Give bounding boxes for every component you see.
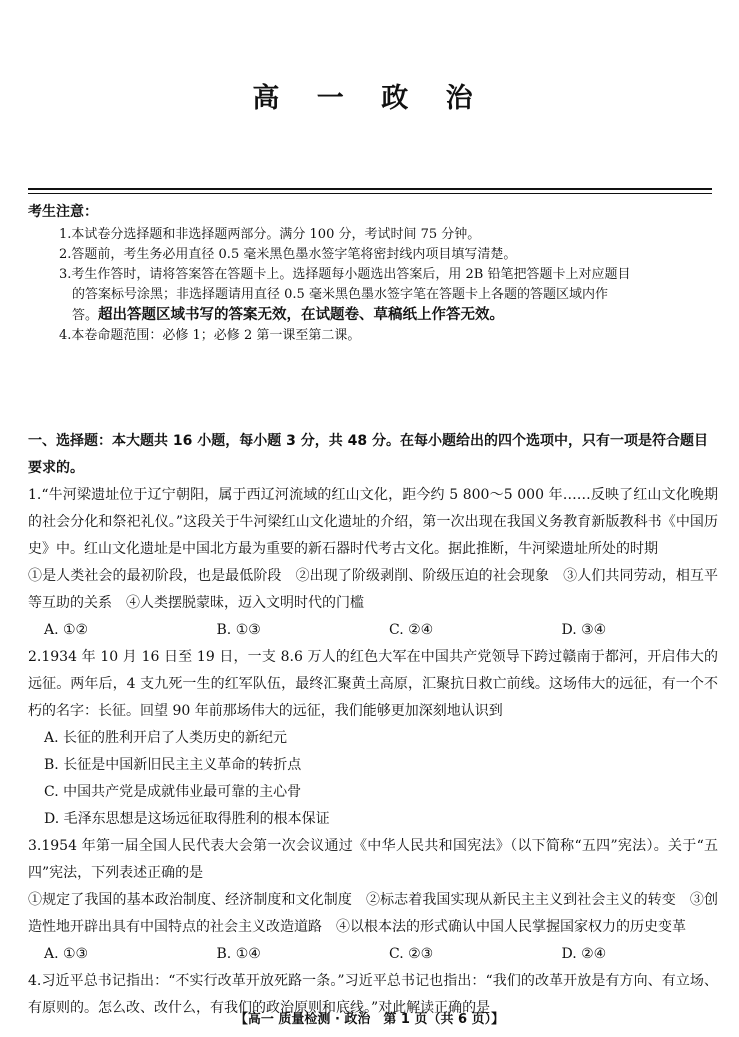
question-2	[28, 644, 718, 833]
question-stem: 2.1934 年 10 月 16 日至 19 日，一支 8.6 万人的红色大军在中国共产党领导下跨过赣南于都河，开启伟大的远征。两年后，4 支九死一生的红军队伍，最终汇聚黄土高原，汇聚抗日救亡前线。这场伟大的远征，有一个不朽的名字：长征。回望 90 年前那场伟大的远征，我们能够更加深刻地认识到	[28, 649, 718, 719]
option-c: C. ②③	[389, 946, 434, 962]
option-d: D. ②④	[561, 946, 607, 962]
question-stem: 4.习近平总书记指出：“不实行改革开放死路一条。”习近平总书记也指出：“我们的改革开放是有方向、有立场、有原则的。怎么改、改什么，有我们的政治原则和底线。”对此解读正确的是	[28, 973, 718, 1016]
answer-options	[28, 941, 718, 968]
notice-heading: 考生注意：	[28, 204, 98, 220]
option-c: C. ②④	[389, 622, 434, 638]
option-b: B. ①④	[216, 946, 261, 962]
notice-item: 4.本卷命题范围：必修 1；必修 2 第一课至第二课。	[59, 328, 361, 343]
option-a: A. 长征的胜利开启了人类历史的新纪元	[44, 730, 288, 746]
page-footer: 【高一 质量检测 · 政治 第 1 页（共 6 页）】	[234, 1012, 505, 1027]
notice-item: 1.本试卷分选择题和非选择题两部分。满分 100 分，考试时间 75 分钟。	[59, 227, 481, 242]
option-b: B. ①③	[216, 622, 261, 638]
question-1	[28, 482, 718, 644]
question-statements: ①是人类社会的最初阶段，也是最低阶段 ②出现了阶级剥削、阶级压迫的社会现象 ③人们共同劳动，相互平等互助的关系 ④人类摆脱蒙昧，迈入文明时代的门槛	[28, 568, 718, 611]
notice-emphasis: 超出答题区域书写的答案无效，在试题卷、草稿纸上作答无效。	[98, 307, 505, 323]
option-c: C. 中国共产党是成就伟业最可靠的主心骨	[44, 784, 302, 800]
divider-thin	[28, 193, 712, 194]
exam-title: 高 一 政 治	[252, 83, 487, 114]
section-heading: 一、选择题：本大题共 16 小题，每小题 3 分，共 48 分。在每小题给出的四个选项中，只有一项是符合题目要求的。	[28, 433, 708, 476]
candidate-notice	[28, 201, 712, 346]
choice-section	[28, 428, 718, 1022]
question-stem: 3.1954 年第一届全国人民代表大会第一次会议通过《中华人民共和国宪法》（以下简称“五四”宪法）。关于“五四”宪法，下列表述正确的是	[28, 838, 718, 881]
question-stem: 1.“牛河梁遗址位于辽宁朝阳，属于西辽河流域的红山文化，距今约 5 800～5 000 年……反映了红山文化晚期的社会分化和祭祀礼仪。”这段关于牛河梁红山文化遗址的介绍，第一次出现在我国义务教育新版教科书《中国历史》中。红山文化遗址是中国北方最为重要的新石器时代考古文化。据此推断，牛河梁遗址所处的时期	[28, 487, 718, 557]
option-a: A. ①③	[44, 946, 89, 962]
divider-thick	[28, 188, 712, 190]
question-statements: ①规定了我国的基本政治制度、经济制度和文化制度 ②标志着我国实现从新民主主义到社会主义的转变 ③创造性地开辟出具有中国特点的社会主义改造道路 ④以根本法的形式确认中国人民掌握国家权力的历史变革	[28, 892, 718, 935]
option-a: A. ①②	[44, 622, 89, 638]
question-3	[28, 833, 718, 968]
notice-list	[28, 225, 712, 346]
notice-item-text: 3.考生作答时，请将答案答在答题卡上。选择题每小题选出答案后，用 2B 铅笔把答题卡上对应题目的答案标号涂黑；非选择题请用直径 0.5 毫米黑色墨水签字笔在答题卡上各题的答题区域内作答。	[59, 267, 631, 323]
answer-options	[28, 725, 718, 833]
option-d: D. ③④	[561, 622, 607, 638]
notice-item: 2.答题前，考生务必用直径 0.5 毫米黑色墨水签字笔将密封线内项目填写清楚。	[59, 247, 517, 262]
option-d: D. 毛泽东思想是这场远征取得胜利的根本保证	[44, 811, 330, 827]
option-b: B. 长征是中国新旧民主主义革命的转折点	[44, 757, 302, 773]
notice-item	[28, 265, 632, 326]
answer-options	[28, 617, 718, 644]
